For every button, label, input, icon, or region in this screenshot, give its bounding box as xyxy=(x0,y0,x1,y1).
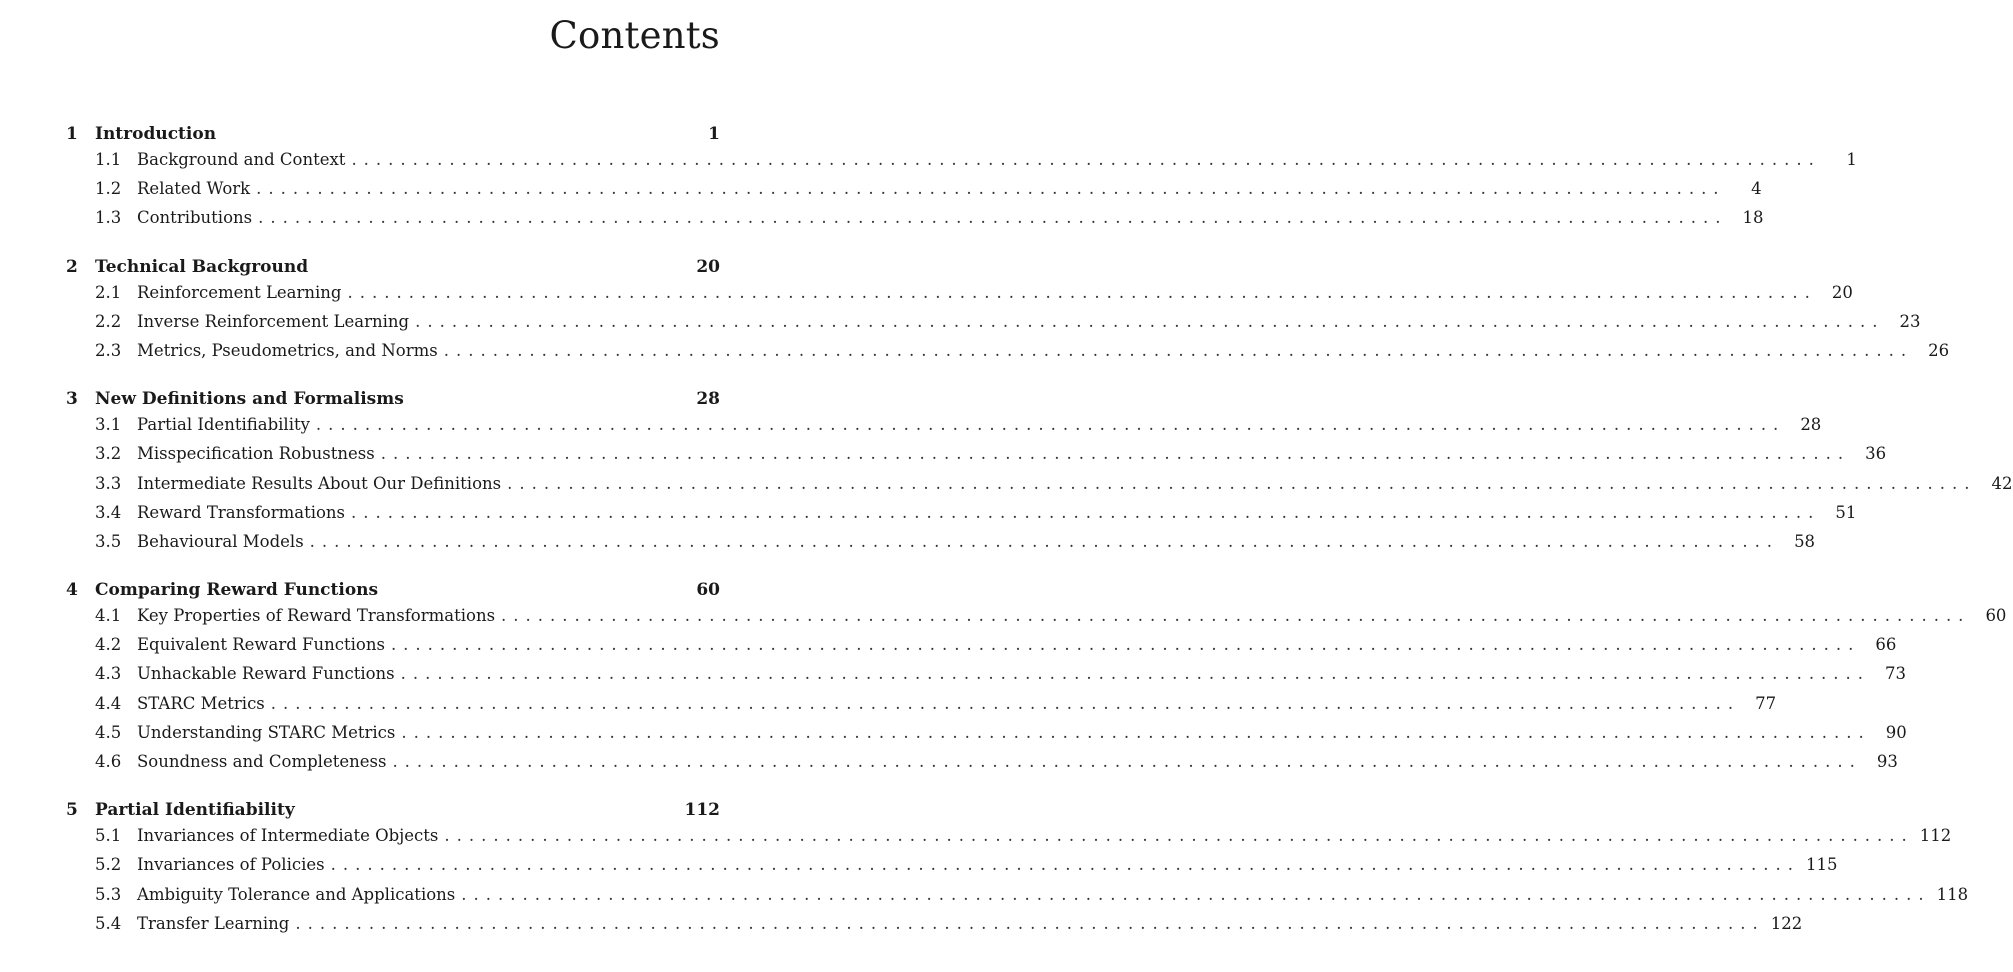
toc-section-entry[interactable] xyxy=(66,855,1838,884)
section-number: 1.3 xyxy=(95,208,122,228)
section-title: STARC Metrics xyxy=(137,693,265,713)
section-number: 3.2 xyxy=(95,444,122,464)
dot-leader: ........................................................................................................................ xyxy=(415,311,1885,331)
toc-chapter-entry[interactable] xyxy=(66,800,720,826)
page-title: Contents xyxy=(549,14,720,57)
toc-chapter xyxy=(66,256,1950,371)
section-page-number: 42 xyxy=(1991,473,2013,493)
toc-chapter-entry[interactable] xyxy=(66,580,720,606)
section-title: Background and Context xyxy=(137,150,346,169)
section-title: Inverse Reinforcement Learning xyxy=(137,311,410,331)
section-page-number: 18 xyxy=(1742,208,1764,228)
chapter-page-number: 1 xyxy=(708,124,720,144)
toc-chapter-entry[interactable] xyxy=(66,257,720,283)
section-page-number: 118 xyxy=(1936,884,1969,904)
section-title: Soundness and Completeness xyxy=(137,752,387,771)
toc-section-entry[interactable] xyxy=(66,884,1969,914)
section-number: 5.1 xyxy=(95,826,122,846)
toc-section-entry[interactable] xyxy=(66,150,1857,179)
section-title: Reinforcement Learning xyxy=(137,282,342,302)
dot-leader: ........................................................................................................................ xyxy=(258,208,1728,228)
section-number: 4.4 xyxy=(95,693,122,713)
toc-section-entry[interactable] xyxy=(66,913,1803,943)
section-title: Key Properties of Reward Transformations xyxy=(137,606,496,626)
section-page-number: 93 xyxy=(1876,752,1898,771)
dot-leader: ........................................................................................................................ xyxy=(461,884,1931,904)
chapter-number: 1 xyxy=(66,124,78,144)
dot-leader: ........................................................................................................................ xyxy=(315,415,1786,435)
section-number: 4.3 xyxy=(95,664,122,684)
dot-leader: ........................................................................................................................ xyxy=(295,913,1765,933)
section-page-number: 90 xyxy=(1885,722,1907,742)
section-title: Contributions xyxy=(137,208,253,228)
section-page-number: 58 xyxy=(1794,531,1816,551)
section-page-number: 77 xyxy=(1755,693,1777,713)
section-title: Invariances of Policies xyxy=(137,855,325,875)
chapter-page-number: 28 xyxy=(696,389,720,410)
toc-section-entry[interactable] xyxy=(66,502,1857,532)
section-title: Unhackable Reward Functions xyxy=(137,664,395,684)
toc-chapter xyxy=(66,800,1969,943)
section-page-number: 115 xyxy=(1806,855,1838,875)
section-number: 3.4 xyxy=(95,502,122,522)
dot-leader: ........................................................................................................................ xyxy=(270,693,1741,713)
toc-section-entry[interactable] xyxy=(66,208,1764,237)
section-title: Reward Transformations xyxy=(137,502,346,522)
section-page-number: 66 xyxy=(1875,635,1897,655)
section-number: 3.5 xyxy=(95,531,122,551)
section-title: Partial Identifiability xyxy=(137,415,310,435)
toc-section-entry[interactable] xyxy=(66,826,1952,855)
section-number: 5.4 xyxy=(95,913,122,933)
toc-section-entry[interactable] xyxy=(66,473,2013,503)
section-page-number: 73 xyxy=(1885,664,1907,684)
chapter-number: 5 xyxy=(66,800,78,821)
dot-leader: ........................................................................................................................ xyxy=(330,855,1800,875)
section-title: Transfer Learning xyxy=(137,913,290,933)
section-title: Invariances of Intermediate Objects xyxy=(137,826,439,846)
table-of-contents xyxy=(66,124,2013,962)
chapter-title: Technical Background xyxy=(95,256,309,277)
section-number: 4.6 xyxy=(95,752,122,771)
chapter-number: 2 xyxy=(66,256,78,277)
dot-leader: ........................................................................................................................ xyxy=(351,502,1821,522)
section-title: Behavioural Models xyxy=(137,531,304,551)
toc-chapter-entry[interactable] xyxy=(66,389,720,415)
dot-leader: ........................................................................................................................ xyxy=(309,531,1780,551)
dot-leader: ........................................................................................................................ xyxy=(347,282,1817,302)
toc-section-entry[interactable] xyxy=(66,179,1762,208)
section-title: Metrics, Pseudometrics, and Norms xyxy=(137,340,438,360)
toc-section-entry[interactable] xyxy=(66,444,1887,473)
section-number: 4.5 xyxy=(95,722,122,742)
chapter-page-number: 20 xyxy=(696,256,720,277)
toc-section-entry[interactable] xyxy=(66,664,1907,693)
toc-section-entry[interactable] xyxy=(66,531,1816,561)
toc-section-entry[interactable] xyxy=(66,635,1897,664)
section-number: 3.1 xyxy=(95,415,122,435)
section-number: 4.1 xyxy=(95,606,122,626)
dot-leader: ........................................................................................................................ xyxy=(400,664,1871,684)
section-page-number: 122 xyxy=(1770,913,1803,933)
section-title: Ambiguity Tolerance and Applications xyxy=(137,884,456,904)
toc-section-entry[interactable] xyxy=(66,693,1777,723)
section-page-number: 23 xyxy=(1899,311,1921,331)
dot-leader: ........................................................................................................................ xyxy=(390,635,1861,655)
chapter-title: Introduction xyxy=(95,124,217,144)
section-number: 1.2 xyxy=(95,179,122,199)
chapter-title: New Definitions and Formalisms xyxy=(95,389,404,410)
section-number: 5.3 xyxy=(95,884,122,904)
section-title: Intermediate Results About Our Definitions xyxy=(137,473,502,493)
section-page-number: 36 xyxy=(1865,444,1887,464)
toc-section-entry[interactable] xyxy=(66,311,1921,341)
chapter-page-number: 60 xyxy=(696,580,720,601)
section-number: 2.2 xyxy=(95,311,122,331)
section-page-number: 112 xyxy=(1919,826,1952,846)
section-page-number: 28 xyxy=(1800,415,1822,435)
chapter-number: 3 xyxy=(66,389,78,410)
toc-chapter xyxy=(66,389,2013,561)
toc-section-entry[interactable] xyxy=(66,340,1950,370)
dot-leader: ........................................................................................................................ xyxy=(392,752,1862,771)
toc-section-entry[interactable] xyxy=(66,282,1853,312)
dot-leader: ........................................................................................................................ xyxy=(501,606,1971,626)
dot-leader: ........................................................................................................................ xyxy=(380,444,1851,464)
dot-leader: ........................................................................................................................ xyxy=(507,473,1977,493)
dot-leader: ........................................................................................................................ xyxy=(351,150,1821,169)
chapter-title: Comparing Reward Functions xyxy=(95,580,379,601)
section-page-number: 26 xyxy=(1928,340,1950,360)
chapter-title: Partial Identifiability xyxy=(95,800,295,821)
dot-leader: ........................................................................................................................ xyxy=(444,826,1914,846)
toc-section-entry[interactable] xyxy=(66,415,1822,444)
section-number: 3.3 xyxy=(95,473,122,493)
section-page-number: 4 xyxy=(1751,179,1762,199)
toc-section-entry[interactable] xyxy=(66,722,1907,752)
section-title: Equivalent Reward Functions xyxy=(137,635,385,655)
section-number: 4.2 xyxy=(95,635,122,655)
section-page-number: 1 xyxy=(1846,150,1857,169)
section-number: 5.2 xyxy=(95,855,122,875)
chapter-page-number: 112 xyxy=(684,800,720,821)
dot-leader: ........................................................................................................................ xyxy=(443,340,1914,360)
toc-chapter xyxy=(66,124,1857,238)
section-title: Understanding STARC Metrics xyxy=(137,722,396,742)
dot-leader: ........................................................................................................................ xyxy=(401,722,1871,742)
toc-chapter xyxy=(66,580,2007,781)
section-page-number: 60 xyxy=(1985,606,2007,626)
toc-chapter-entry[interactable] xyxy=(66,124,720,150)
toc-section-entry[interactable] xyxy=(66,752,1898,781)
section-number: 2.1 xyxy=(95,282,122,302)
toc-section-entry[interactable] xyxy=(66,606,2007,635)
section-number: 1.1 xyxy=(95,150,122,169)
section-page-number: 20 xyxy=(1831,282,1853,302)
section-title: Misspecification Robustness xyxy=(137,444,375,464)
dot-leader: ........................................................................................................................ xyxy=(256,179,1726,199)
section-number: 2.3 xyxy=(95,340,122,360)
chapter-number: 4 xyxy=(66,580,78,601)
section-page-number: 51 xyxy=(1835,502,1857,522)
section-title: Related Work xyxy=(137,179,251,199)
